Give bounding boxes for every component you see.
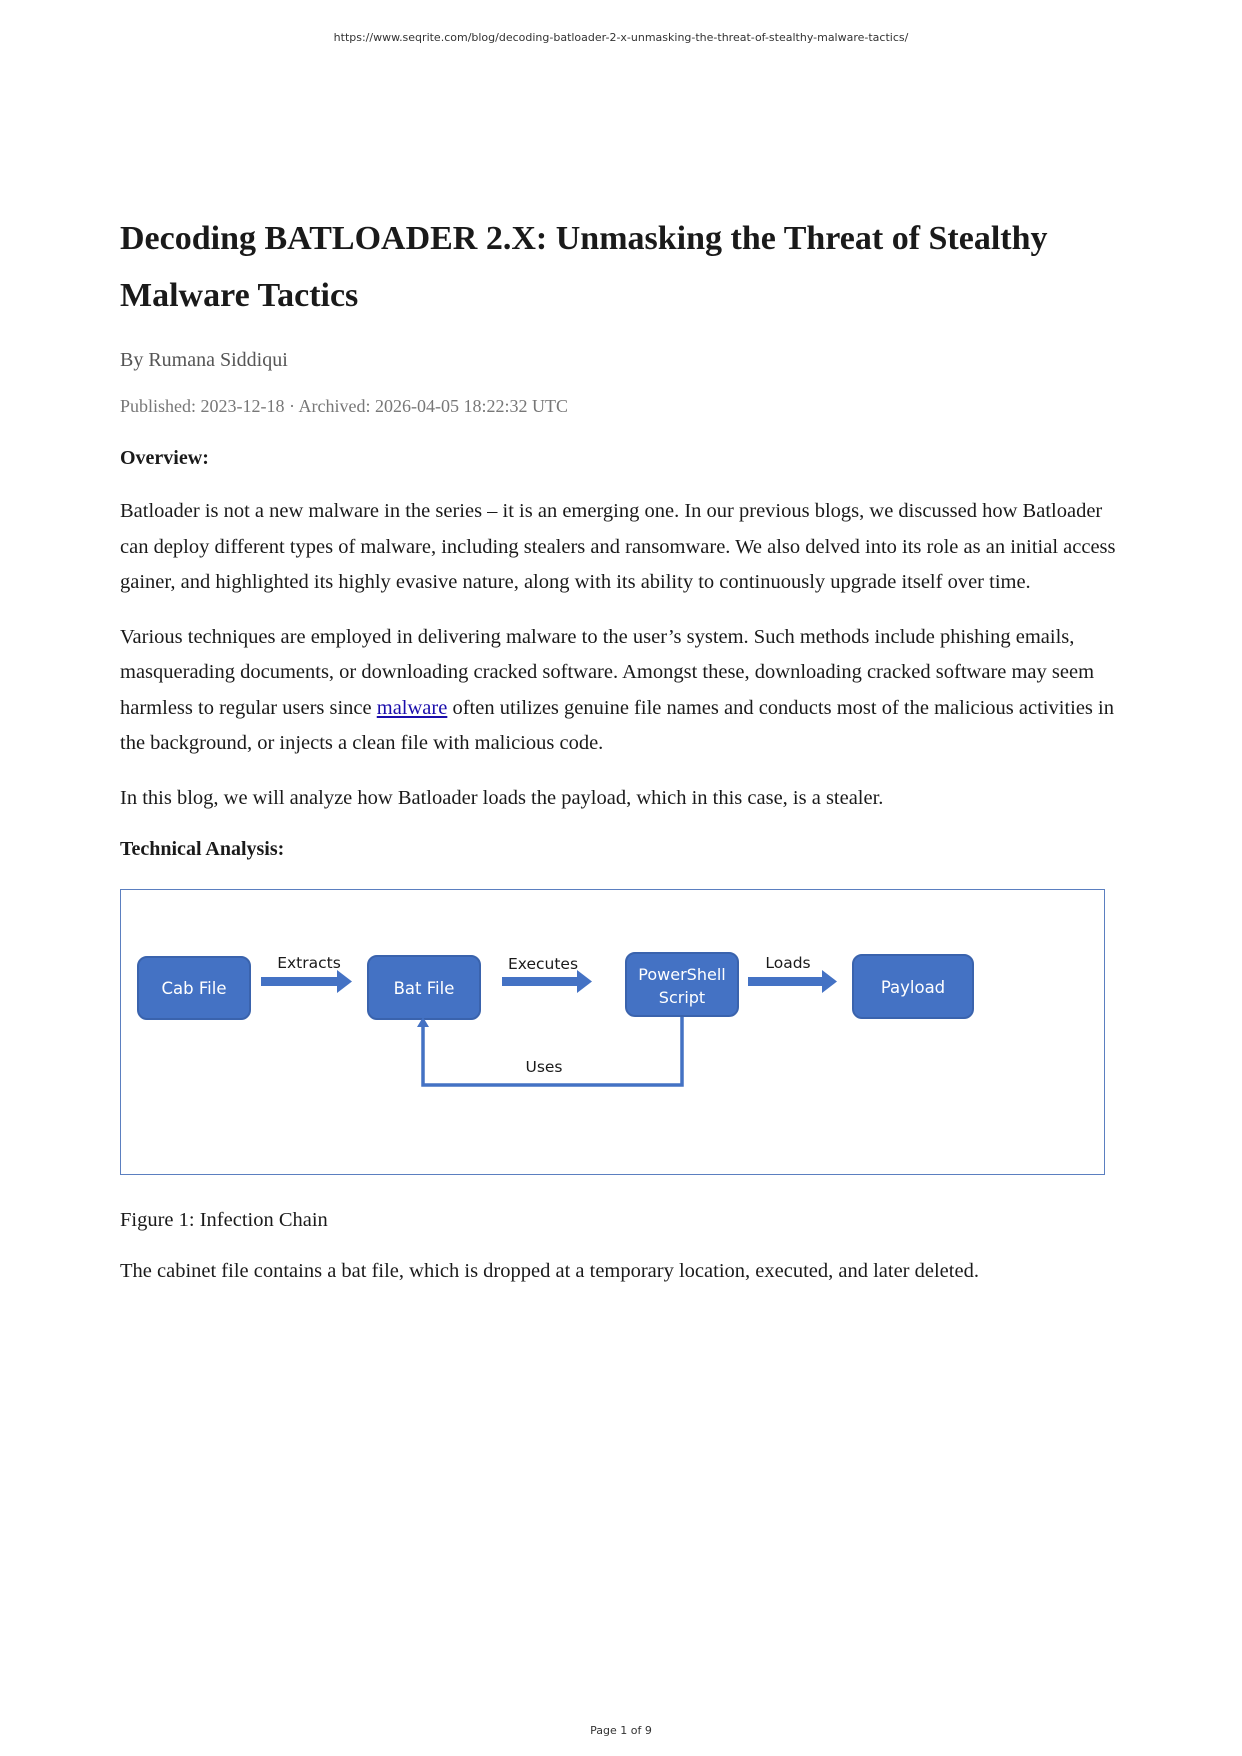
paragraph-2-text-b: often utilizes genuine file names and conducts most of the malicious activities in the background, or injects a clean file with malicious code. [120,696,1114,754]
overview-heading: Overview: [120,447,209,469]
page-number: Page 1 of 9 [590,1724,652,1737]
uses-label: Uses [525,1058,563,1076]
payload-label: Payload [880,978,946,997]
paragraph-3: In this blog, we will analyze how Batloader loads the payload, which in this case, is a stealer. [120,786,884,809]
loads-arrow [748,970,837,993]
powershell-label-line2: Script [658,988,706,1007]
article [120,210,1130,1290]
article-byline: By Rumana Siddiqui [120,349,288,371]
malware-link[interactable]: malware [376,696,448,719]
paragraph-2-text-a: Various techniques are employed in delivering malware to the user’s system. Such methods include phishing emails, masquerading documents, or downloading cracked software. Amongst these, downloading cracked software may seem harmless to regular users since [120,625,1095,719]
infection-chain-diagram [121,890,1103,1173]
technical-analysis-heading: Technical Analysis: [120,838,285,860]
extracts-label: Extracts [277,954,341,972]
paragraph-4: The cabinet file contains a bat file, which is dropped at a temporary location, executed, and later deleted. [120,1260,979,1282]
loads-label: Loads [765,954,811,972]
article-meta: Published: 2023-12-18 · Archived: 2026-04-05 18:22:32 UTC [120,396,568,416]
powershell-label-line1: PowerShell [638,965,726,984]
paragraph-1: Batloader is not a new malware in the series – it is an emerging one. In our previous blogs, we discussed how Batloader can deploy different types of malware, including stealers and ransomware. We also delved into its role as an initial access gainer, and highlighted its highly evasive nature, along with its ability to continuously upgrade itself over time. [120,500,1116,593]
executes-label: Executes [507,955,579,973]
bat-file-label: Bat File [393,979,455,998]
cab-file-label: Cab File [161,979,227,998]
figure-caption: Figure 1: Infection Chain [120,1209,328,1231]
infection-chain-figure [120,889,1105,1175]
paragraph-2 [120,620,1130,762]
executes-arrow [502,970,592,993]
extracts-arrow [261,970,352,993]
article-title: Decoding BATLOADER 2.X: Unmasking the Threat of Stealthy Malware Tactics [120,220,1048,314]
page-url: https://www.seqrite.com/blog/decoding-batloader-2-x-unmasking-the-threat-of-stealthy-malware-tactics/ [333,31,909,44]
